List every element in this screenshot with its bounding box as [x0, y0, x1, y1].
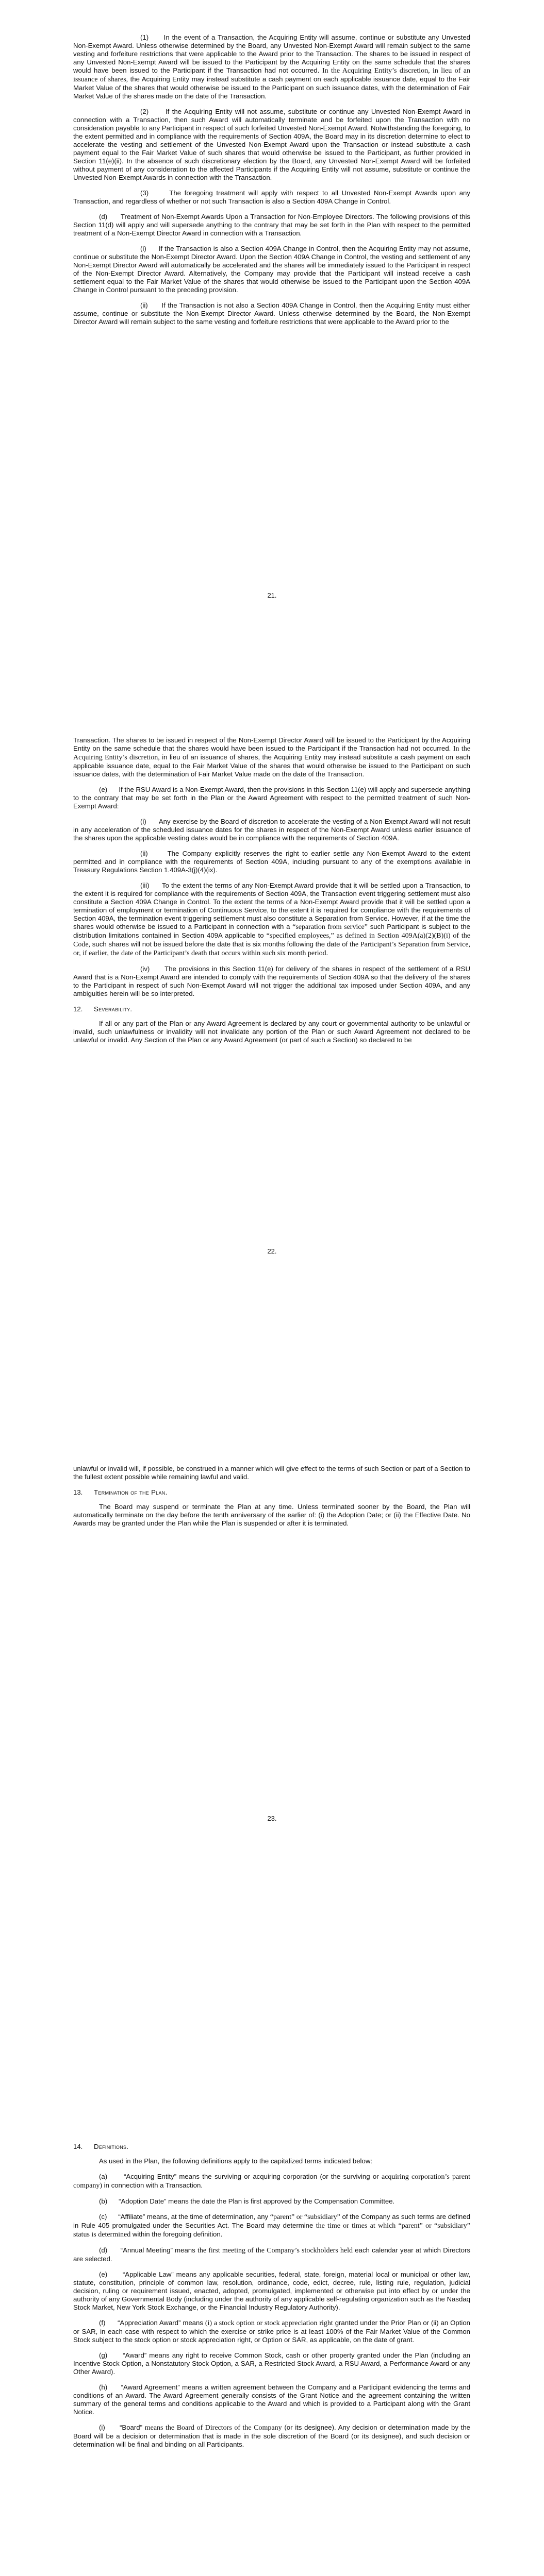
page-24-body — [73, 2141, 470, 2456]
text-run: If all or any part of the Plan or any Award Agreement is declared by any court or governmental authority to be unlawful or invalid, such unlawfulness or invalidity will not invalidate any portion of the Plan or such Award Agreement not declared to be unlawful or invalid. Any Section of the Plan or any Award Agreement (or part of such a Section) so declared to be — [73, 1020, 470, 1044]
paragraph — [73, 1503, 470, 1528]
paragraph — [73, 786, 470, 810]
paragraph — [73, 2173, 470, 2190]
page-number: 22. — [267, 1247, 277, 1255]
paragraph — [73, 33, 470, 100]
paragraph — [73, 850, 470, 874]
page-22 — [0, 703, 544, 1406]
paragraph — [73, 1465, 470, 1481]
text-run: in connection with a Transaction. — [102, 2181, 203, 2189]
page-number: 21. — [267, 591, 277, 599]
text-run: (i) If the Transaction is also a Section 409A Change in Control, then the Acquiring Entity may not assume, continue or substitute the Non-Exempt Director Award. Upon the Section 409A Change in Control, the vesting and settlement of any Non-Exempt Director Award will automatically be accelerated and the shares will be immediately issued to the Participant in respect of the Non-Exempt Director Award. Alternatively, the Company may provide that the Participant will instead receive a cash settlement equal to the Fair Market Value of the shares that would otherwise be issued to the Participant upon the Section 409A Change in Control pursuant to the preceding provision. — [73, 245, 470, 294]
text-run: Transaction. The shares to be issued in respect of the Non-Exempt Director Award will be issued to the Participant by the Acquiring Entity on the same schedule that the shares would have been issued to the Participant if the Transaction had not occurred. — [73, 736, 470, 752]
paragraph — [73, 2197, 470, 2206]
paragraph — [73, 2213, 470, 2239]
section-number: 13. — [73, 1488, 83, 1496]
text-run: acquiring corporation’s parent company) — [73, 2173, 470, 2190]
text-run: the time or times at which “parent” or “subsidiary” status is determined — [73, 2222, 470, 2239]
paragraph — [73, 818, 470, 842]
paragraph — [73, 189, 470, 206]
page-23-body — [73, 1465, 470, 1535]
page-24 — [0, 2110, 544, 2576]
text-run: (d) Treatment of Non-Exempt Awards Upon a Transaction for Non-Employee Directors. The following provisions of this Section 11(d) will apply and will supersede anything to the contrary that may be set forth in the Plan with respect to the permitted treatment of a Non-Exempt Director Award in connection with a Transaction. — [73, 213, 470, 237]
text-run: granted under the Prior Plan or (ii) an Option or SAR, in each case with respect to which the exercise or strike price is at least 100% of the Fair Market Value of the Common Stock subject to the stock option or stock appreciation right, or Option or SAR, as applicable, on the date of grant. — [73, 2319, 470, 2344]
paragraph — [73, 2157, 470, 2165]
section-heading — [73, 1005, 470, 1013]
paragraph — [73, 108, 470, 182]
text-run: (f) “Appreciation Award” means — [99, 2319, 205, 2327]
text-run: such shares will not be issued before the date that is six months following the date of — [90, 940, 350, 948]
text-run: such Participant is subject to the distribution limitations contained in Section 409A applicable to — [73, 923, 470, 939]
text-run: (iv) The provisions in this Section 11(e) for delivery of the shares in respect of the settlement of a RSU Award that is a Non-Exempt Award are intended to comply with the requirements of Section 409A so that the delivery of the shares to the Participant in respect of such Non-Exempt Award will not trigger the additional tax imposed under Section 409A, and any ambiguities herein will be so interpreted. — [73, 965, 470, 997]
text-run: the Acquiring Entity may instead substitute a cash payment on each applicable issuance date, equal to the Fair Market Value of the shares that would otherwise be issued to the Participant on such issuance dates, with the determination of Fair Market Value of the shares made on the date of the Transaction. — [73, 75, 470, 100]
text-run: (h) “Award Agreement” means a written agreement between the Company and a Participant evidencing the terms and conditions of an Award. The Award Agreement generally consists of the Grant Notice and the agreement containing the written summary of the general terms and conditions applicable to the Award and which is provided to a Participant along with the Grant Notice. — [73, 2383, 470, 2416]
text-run: (i) a stock option or stock appreciation right — [205, 2319, 333, 2327]
text-run: In the Acquiring Entity’s discretion, — [73, 745, 471, 761]
paragraph — [73, 2383, 470, 2416]
text-run: means the Board of Directors of the Company — [144, 2424, 282, 2432]
paragraph — [73, 2319, 470, 2344]
text-run: (b) “Adoption Date” means the date the Plan is first approved by the Compensation Committee. — [99, 2197, 395, 2205]
section-title: Termination of the Plan. — [94, 1488, 168, 1496]
text-run: (a) “Acquiring Entity” means the surviving or acquiring corporation (or the surviving or — [99, 2173, 382, 2180]
text-run: each calendar year at which Directors are selected. — [73, 2246, 470, 2263]
section-heading — [73, 2143, 470, 2151]
text-run: (c) “Affiliate” means, at the time of determination, any — [99, 2213, 270, 2221]
text-run: “parent” or “subsidiary” — [270, 2213, 340, 2221]
page-22-body — [73, 736, 470, 1052]
paragraph — [73, 2246, 470, 2263]
paragraph — [73, 965, 470, 998]
paragraph — [73, 736, 470, 778]
paragraph — [73, 882, 470, 958]
text-run: (3) The foregoing treatment will apply with respect to all Unvested Non-Exempt Awards upon any Transaction, and regardless of whether or not such Transaction is also a Section 409A Change in Control. — [73, 189, 470, 205]
paragraph — [73, 213, 470, 238]
text-run: (ii) The Company explicitly reserves the right to earlier settle any Non-Exempt Award to the extent permitted and in compliance with the requirements of Section 409A, including pursuant to any of the exemptions available in Treasury Regulations Section 1.409A-3(j)(4)(ix). — [73, 850, 470, 874]
paragraph — [73, 301, 470, 326]
paragraph — [73, 245, 470, 294]
text-run: of the Company as such terms are defined in Rule 405 promulgated under the Securities Act. The Board may determine — [73, 2213, 471, 2229]
text-run: “separation from service” — [292, 923, 368, 931]
paragraph — [73, 2424, 470, 2449]
text-run: As used in the Plan, the following definitions apply to the capitalized terms indicated below: — [99, 2157, 373, 2165]
text-run: “specified employees,” as defined in Section 409A(a)(2)(B)(i) of the Code, — [73, 932, 470, 948]
paragraph — [73, 2270, 470, 2312]
page-23 — [0, 1406, 544, 2110]
text-run: in lieu of an issuance of shares, the Acquiring Entity may instead substitute a cash payment on each applicable issuance date, equal to the Fair Market Value of the shares that would otherwise be issued to the Participant on such issuance dates, with the determination of Fair Market Value made on the date of the Transaction. — [73, 753, 471, 778]
page-number: 23. — [267, 1815, 277, 1822]
text-run: (e) “Applicable Law” means any applicable securities, federal, state, foreign, material local or municipal or other law, statute, constitution, principle of common law, resolution, ordinance, code, edict, decree, rule, listing rule, regulation, judicial decision, ruling or requirement issued, enacted, adopted, promulgated, implemented or otherwise put into effect by or under the authority of any Governmental Body (including under the authority of any applicable self-regulating organization such as the Nasdaq Stock Market, New York Stock Exchange, or the Financial Industry Regulatory Authority). — [73, 2270, 470, 2311]
page-21 — [0, 0, 544, 703]
section-number: 14. — [73, 2143, 83, 2150]
text-run: (e) If the RSU Award is a Non-Exempt Award, then the provisions in this Section 11(e) will apply and supersede anything to the contrary that may be set forth in the Plan or the Award Agreement with respect to the permitted treatment of such Non-Exempt Award: — [73, 786, 470, 810]
text-run: (or its designee). Any decision or determination made by the Board will be a decision or determination that is made in the sole discretion of the Board (or its designee), and such decision or determination will be final and binding on all Participants. — [73, 2424, 470, 2448]
paragraph — [73, 2351, 470, 2376]
text-run: (i) “Board” — [99, 2424, 145, 2431]
text-run: (2) If the Acquiring Entity will not assume, substitute or continue any Unvested Non-Exempt Award in connection with a Transaction, then such Award will automatically terminate and be forfeited upon the Transaction with no consideration payable to any Participant in respect of such forfeited Unvested Non-Exempt Award. Notwithstanding the foregoing, to the extent permitted and in compliance with the requirements of Section 409A, the Board may in its discretion determine to elect to accelerate the vesting and settlement of the Unvested Non-Exempt Award upon the Transaction or instead substitute a cash payment equal to the Fair Market Value of such shares that would otherwise be issued to the Participant, as further provided in Section 11(e)(ii). In the absence of such discretionary election by the Board, any Unvested Non-Exempt Award will be forfeited without payment of any consideration to the affected Participants if the Acquiring Entity will not assume, substitute or continue the Unvested Non-Exempt Awards in connection with the Transaction. — [73, 108, 470, 181]
text-run: (ii) If the Transaction is not also a Section 409A Change in Control, then the Acquiring Entity must either assume, continue or substitute the Non-Exempt Director Award. Unless otherwise determined by the Board, the Non-Exempt Director Award will remain subject to the same vesting and forfeiture restrictions that were applicable to the Award prior to the — [73, 301, 470, 326]
page-21-body — [73, 33, 470, 333]
text-run: unlawful or invalid will, if possible, be construed in a manner which will give effect to the terms of such Section or part of a Section to the fullest extent possible while remaining lawful and valid. — [73, 1465, 470, 1481]
paragraph — [73, 1020, 470, 1044]
text-run: the first meeting of the Company’s stockholders held — [197, 2247, 353, 2255]
text-run: (1) In the event of a Transaction, the Acquiring Entity will assume, continue or substitute any Unvested Non-Exempt Award. Unless otherwise determined by the Board, any Unvested Non-Exempt Award will remain subject to the same vesting and forfeiture restrictions that were applicable to the Award prior to the Transaction. The shares to be issued in respect of any Unvested Non-Exempt Award will be issued to the Participant by the Acquiring Entity on the same schedule that the shares would have been issued to the Participant if the Transaction had not occurred. — [73, 33, 470, 74]
text-run: within the foregoing definition. — [130, 2230, 223, 2238]
text-run: (d) “Annual Meeting” means — [99, 2246, 197, 2254]
section-title: Severability. — [94, 1005, 133, 1013]
text-run: The Board may suspend or terminate the Plan at any time. Unless terminated sooner by the Board, the Plan will automatically terminate on the day before the tenth anniversary of the earlier of: (i) the Adoption Date; or (ii) the Effective Date. No Awards may be granted under the Plan while the Plan is suspended or after it is terminated. — [73, 1503, 470, 1527]
section-number: 12. — [73, 1005, 83, 1013]
text-run: (iii) To the extent the terms of any Non-Exempt Award provide that it will be settled upon a Transaction, to the extent it is required for compliance with the requirements of Section 409A, the Transaction event triggering settlement must also constitute a Section 409A Change in Control. To the extent the terms of a Non-Exempt Award provide that it will be settled upon a termination of employment or termination of Continuous Service, to the extent it is required for compliance with the requirements of Section 409A, the termination event triggering settlement must also constitute a Separation from Service. However, if at the time the shares would otherwise be issued to a Participant in connection with a — [73, 882, 470, 930]
text-run: (g) “Award” means any right to receive Common Stock, cash or other property granted under the Plan (including an Incentive Stock Option, a Nonstatutory Stock Option, a SAR, a Restricted Stock Award, a RSU Award, a Performance Award or any Other Award). — [73, 2351, 470, 2376]
text-run: the Participant’s Separation from Service, or, if earlier, the date of the Participant’s death that occurs within such six month period. — [73, 941, 470, 957]
text-run: In the Acquiring Entity’s discretion, in lieu of an issuance of shares, — [73, 67, 470, 83]
text-run: (i) Any exercise by the Board of discretion to accelerate the vesting of a Non-Exempt Award will not result in any acceleration of the scheduled issuance dates for the shares in respect of the Non-Exempt Award unless earlier issuance of the shares upon the applicable vesting dates would be in compliance with the requirements of Section 409A. — [73, 818, 470, 842]
section-heading — [73, 1488, 470, 1497]
section-title: Definitions. — [94, 2143, 129, 2150]
